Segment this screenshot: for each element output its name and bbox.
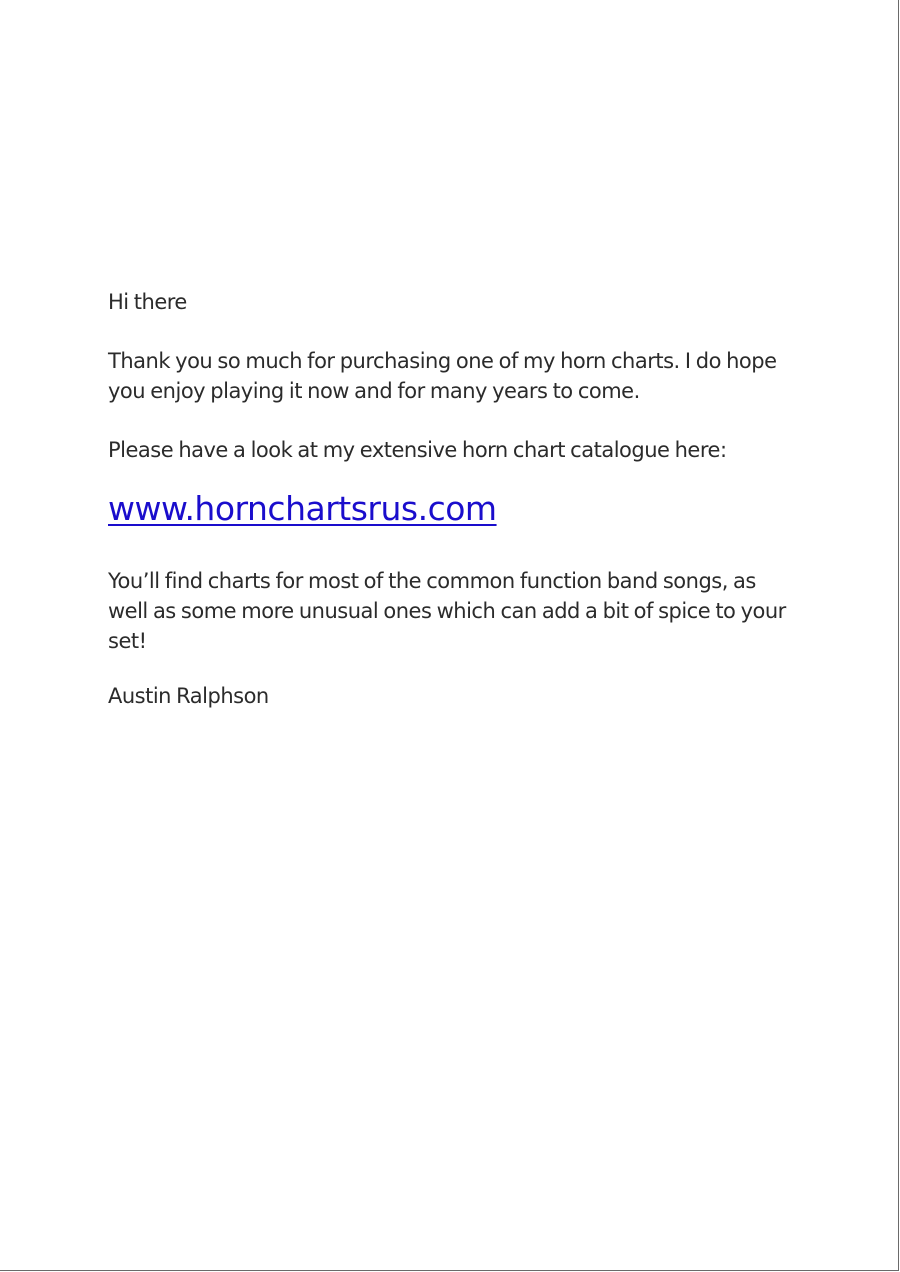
link-container	[108, 489, 798, 566]
signature: Austin Ralphson	[108, 684, 269, 708]
thank-you-paragraph: Thank you so much for purchasing one of my horn charts. I do hope you enjoy playing it now and for many years to come.	[108, 349, 777, 403]
charts-paragraph: You’ll find charts for most of the common function band songs, as well as some more unusual ones which can add a bit of spice to your set!	[108, 569, 786, 653]
website-link[interactable]: www.hornchartsrus.com	[108, 489, 497, 528]
catalogue-paragraph: Please have a look at my extensive horn chart catalogue here:	[108, 438, 727, 462]
letter-body	[108, 287, 798, 711]
greeting: Hi there	[108, 290, 187, 314]
